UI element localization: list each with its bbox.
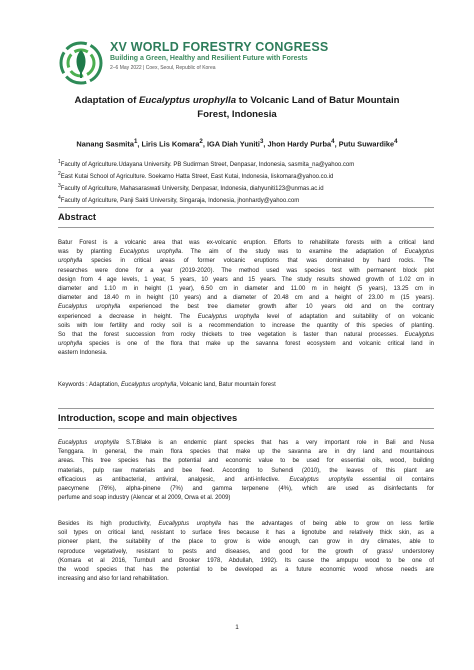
section-divider (58, 227, 434, 228)
text-line: paecymene (76%), alpha-pinene (7%) and gamma terpenene (4%), which are used as disinfectants for (58, 485, 434, 492)
text-line: researches were done for a year (2019-2020). The method used was species test with permanent block plot (58, 267, 434, 274)
affiliation-line: $^1$Faculty of Agriculture.Udayana University. PB Sudirman Street, Denpasar, Indonesia, sasmita_na@yahoo.com (58, 159, 355, 168)
author-affiliation-mark: 3 (259, 138, 264, 145)
title-part1: Adaptation of (74, 95, 139, 106)
forestry-congress-logo (57, 38, 105, 88)
text-line: experienced a decrease in height. The Eucalyptus urophylla level of adaptation and suitability of on volcanic (58, 313, 434, 320)
text-line: So that the forest succession from rocky thickets to tree vegetation is faster than natural processes. Eucalyptus (58, 331, 434, 338)
paper-title (40, 94, 434, 122)
keywords-label: Keywords : (58, 382, 90, 388)
affiliation-list (58, 158, 438, 206)
text-line: Eucalyptus urophylla S.T.Blake is an endemic plant species that has a very important role in Bali and Nusa (58, 440, 434, 446)
affiliation-line: $^4$Faculty of Agriculture, Panji Sakti University, Singaraja, Indonesia, jhonhardy@yahoo.com (58, 195, 300, 205)
author-name: IGA Diah Yuniti (206, 139, 260, 149)
title-line2: Forest, Indonesia (197, 109, 277, 120)
text-line: soil types on critical land, resistant to surface fires because it has a lignotube and relatively thick skin, as a (58, 530, 434, 537)
text-line: design from 4 age levels, 1 year, 5 years, 10 years and 15 years. The study results showed growth of 1.02 cm in (58, 276, 434, 283)
text-line: (Komara et al 2016, Turnbull and Brooker 1978, Abdullah, 1992). Its cause the ampupu wood to be one of (58, 557, 434, 564)
text-line: urophylla species is one of the flora that make up the savanna forest ecosystem and volcanic critical land in (58, 341, 434, 348)
text-line: Besides its high productivity, Eucallyptus urophylla has the advantages of being able to grow on less fertile (58, 521, 434, 527)
text-line: soils with low fertility and rocky soil is a recommendation to increase the quantity of this species of planting. (58, 322, 434, 329)
text-line: pioneer plant, the suitability of the place to grow is wide enough, can grow in dry climates, able to (58, 539, 434, 546)
author-affiliation-mark: 4 (394, 138, 398, 145)
text-line: urophylla species in critical areas of former volcanic eruptions that was dominated by hard rocks. The (58, 258, 434, 265)
intro-paragraph-1 (58, 439, 434, 503)
text-line: increasing and also for land rehabilitation. (58, 576, 169, 583)
text-line: the wood species that has the potential to be developed as a future economic wood whose needs are (58, 566, 434, 573)
text-line: areas. This tree species has the potential and economic value to be used for essential oils, wood, building (58, 458, 434, 465)
keywords (58, 382, 276, 388)
text-line: reproduce vegetatively, resistant to pests and diseases, and good for the growth of grass/ understorey (58, 548, 434, 555)
text-line: materials, pulp raw materials and bee feed. According to Suhendi (2010), the leaves of this plant are (58, 467, 434, 474)
congress-title: XV WORLD FORESTRY CONGRESS (110, 40, 329, 54)
text-line: diameter and 1.10 m in height (1 year), 6.50 cm in diameter and 11.00 m in height (5 years), 13.25 cm in (58, 285, 434, 292)
author-affiliation-mark: 4 (331, 138, 335, 145)
affiliation-line: $^2$East Kutai School of Agriculture. Soekarno Hatta Street, East Kutai, Indonesia, liskomara@yahoo.co.id (58, 171, 334, 181)
text-line: was by planting Eucalyptus urophylla. The aim of the study was to examine the adaptation of Eucalyptus (58, 249, 434, 256)
section-divider (58, 408, 434, 409)
title-species: Eucalyptus urophylla (139, 95, 237, 106)
author-affiliation-mark: 1 (133, 138, 138, 145)
congress-date: 2–6 May 2022 | Coex, Seoul, Republic of Korea (110, 65, 216, 71)
keywords-text: Adaptation, Eucalyptus urophylla, Volcanic land, Batur mountain forest (89, 382, 276, 388)
page-number: 1 (235, 624, 239, 631)
text-line: Batur Forest is a volcanic area that was ex-volcanic eruption. Efforts to rehabilitate forests with a critical land (58, 240, 434, 246)
author-name: Putu Suwardike (338, 139, 395, 149)
section-divider (58, 207, 434, 208)
text-line: Eucalyptus urophylla experienced the best tree diameter growth after 10 years old and on the contrary (58, 304, 434, 311)
intro-paragraph-2 (58, 520, 434, 584)
author-name: Liris Lis Komara (141, 139, 200, 149)
intro-heading: Introduction, scope and main objectives (58, 412, 238, 423)
section-divider (58, 428, 434, 429)
affiliation-line: $^3$Faculty of Agriculture, Mahasaraswati University, Denpasar, Indonesia, diahyuniti123@unmas.ac.id (58, 183, 324, 193)
text-line: Tenggara. In general, the main flora species that make up the savanna are in dry land and mountainous (58, 449, 434, 456)
author-name: Jhon Hardy Purba (267, 139, 332, 149)
author-list: Nanang Sasmita$^1$, Liris Lis Komara$^2$, IGA Diah Yuniti$^3$, Jhon Hardy Purba$^4$, Putu Suwardike$^4$ (76, 138, 398, 149)
author-name: Nanang Sasmita (76, 139, 134, 149)
text-line: perfume and soap industry (Alencar et al 2009, Orwa et al. 2009) (58, 495, 231, 502)
congress-header (110, 40, 328, 72)
abstract-text (58, 239, 434, 358)
text-line: diameter and 18.40 m in height (10 years) and a diameter of 20.48 cm and a height of 23.00 m (15 years). (58, 295, 434, 302)
text-line: eastern Indonesia. (58, 350, 108, 357)
congress-subtitle: Building a Green, Healthy and Resilient Future with Forests (110, 55, 308, 62)
abstract-heading: Abstract (58, 211, 97, 222)
text-line: efficacious as antibacterial, antiviral, analgesic, and anti-infective. Eucalyptus urophylla essential oil contains (58, 476, 434, 483)
title-part2: to Volcanic Land of Batur Mountain (236, 95, 400, 106)
author-affiliation-mark: 2 (199, 138, 203, 145)
